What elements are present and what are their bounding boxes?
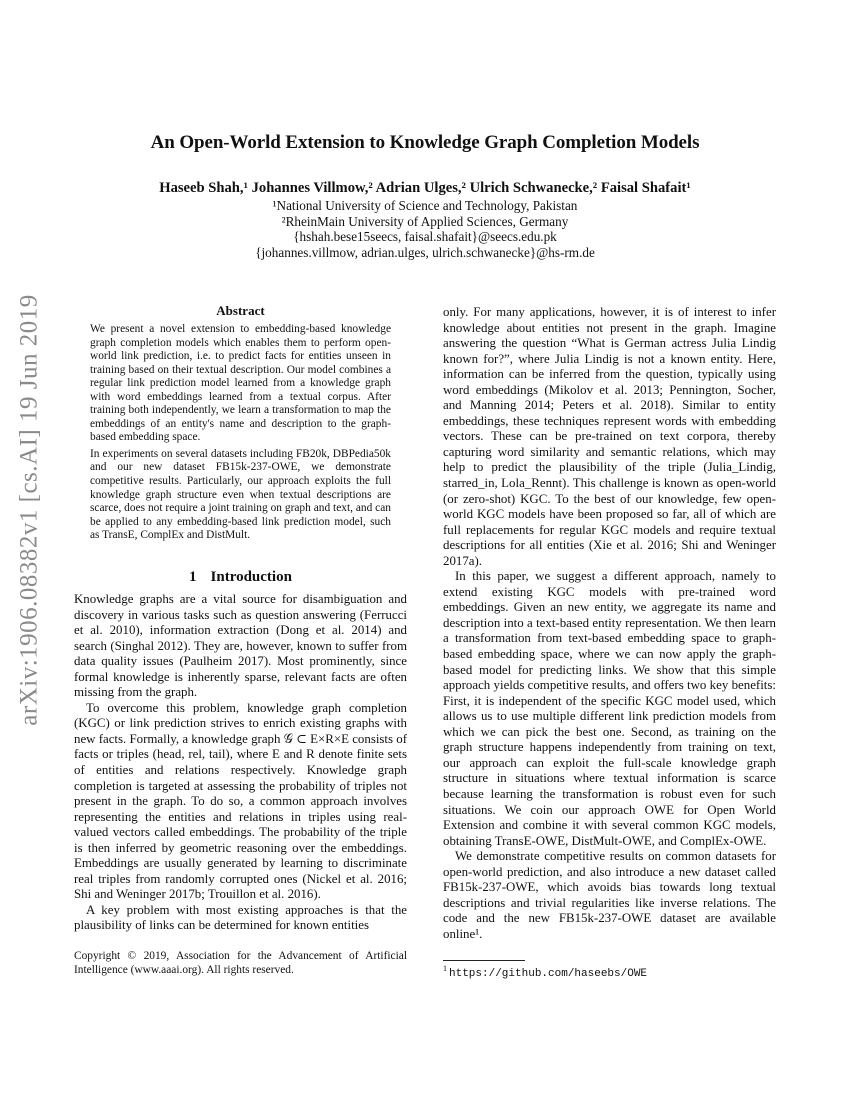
- footnote-link[interactable]: https://github.com/haseebs/OWE: [449, 967, 648, 980]
- email-line-1: {hshah.bese15seecs, faisal.shafait}@seecs.edu.pk: [293, 229, 557, 245]
- body-paragraph: A key problem with most existing approaches is that the plausibility of links can be determined for known entities: [74, 902, 407, 933]
- introduction-text: [74, 592, 407, 944]
- paper-title: An Open-World Extension to Knowledge Graph Completion Models: [150, 132, 700, 153]
- section-title: Introduction: [210, 569, 292, 585]
- body-paragraph: only. For many applications, however, it is of interest to infer knowledge about entities not present in the graph. Imagine answering the question “What is German actress Julia Lindig known for?”, where Julia Lindig is not a known entity. Here, information can be inferred from the question, typically using word embeddings (Mikolov et al. 2013; Pennington, Socher, and Manning 2014; Peters et al. 2018). Similar to entity embeddings, these techniques represent words with embedding vectors. These can be pre-trained on text corpora, thereby capturing word similarity and semantic relations, which may help to predict the plausibility of the triple (Julia_Lindig, starred_in, Lola_Rennt). This challenge is known as open-world (or zero-shot) KGC. To the best of our knowledge, few open-world KGC models have been proposed so far, all of which are full replacements for regular KGC models and require textual descriptions for all entities (Xie et al. 2016; Shi and Weninger 2017a).: [443, 305, 776, 568]
- arxiv-stamp: [2, 290, 58, 730]
- right-column-text: [443, 305, 776, 953]
- affiliation-2: ²RheinMain University of Applied Sciences, Germany: [281, 213, 569, 229]
- affiliations: [60, 198, 790, 260]
- abstract-paragraph: In experiments on several datasets including FB20k, DBPedia50k and our new dataset FB15k-237-OWE, we demonstrate competitive results. Particularly, our approach exploits the full knowledge graph structure even when textual descriptions are scarce, does not require a joint training on graph and text, and can be applied to any embedding-based link prediction model, such as TransE, ComplEx and DistMult.: [90, 447, 391, 542]
- footnote: [443, 964, 776, 980]
- body-paragraph: In this paper, we suggest a different approach, namely to extend existing KGC models with pre-trained word embeddings. Given an new entity, we aggregate its name and description into a text-based entity representation. We then learn a transformation from text-based embedding space to graph-based embedding space, where we can now apply the graph-based model for predicting links. We show that this simple approach yields competitive results, and offers two key benefits: First, it is independent of the specific KGC model used, which allows us to use multiple different link prediction models from which we can pick the best one. Second, as training on the graph structure happens independently from training on text, our approach can exploit the full-scale knowledge graph structure in situations where textual information is scarce because learning the transformation is robust even for such situations. We coin our approach OWE for Open World Extension and combine it with several common KGC models, obtaining TransE-OWE, DistMult-OWE, and ComplEx-OWE.: [443, 569, 776, 848]
- author-list: Haseeb Shah,¹ Johannes Villmow,² Adrian Ulges,² Ulrich Schwanecke,² Faisal Shafait¹: [159, 180, 691, 196]
- abstract-paragraph: We present a novel extension to embedding-based knowledge graph completion models which enables them to perform open-world link prediction, i.e. to predict facts for entities unseen in training based on their textual description. Our model combines a regular link prediction model learned from a knowledge graph with word embeddings learned from a textual corpus. After training both independently, we learn a transformation to map the embeddings of an entity's name and description to the graph-based embedding space.: [90, 323, 391, 444]
- footnote-rule: [443, 960, 525, 961]
- email-line-2: {johannes.villmow, adrian.ulges, ulrich.schwanecke}@hs-rm.de: [255, 244, 595, 260]
- section-number: 1: [189, 569, 197, 585]
- abstract: [90, 323, 391, 543]
- affiliation-1: ¹National University of Science and Technology, Pakistan: [272, 198, 578, 213]
- abstract-heading: Abstract: [216, 303, 265, 318]
- footnote-mark: 1: [443, 964, 447, 973]
- arxiv-identifier: arXiv:1906.08382v1 [cs.AI] 19 Jun 2019: [16, 294, 44, 726]
- body-paragraph: Knowledge graphs are a vital source for disambiguation and discovery in various tasks such as question answering (Ferrucci et al. 2010), information extraction (Dong et al. 2014) and search (Singhal 2012). They are, however, known to suffer from data quality issues (Paulheim 2017). Most prominently, since formal knowledge is inherently sparse, relevant facts are often missing from the graph.: [74, 592, 407, 700]
- section-heading-introduction: [74, 569, 407, 586]
- body-paragraph: To overcome this problem, knowledge graph completion (KGC) or link prediction strives to enrich existing graphs with new facts. Formally, a knowledge graph 𝒢 ⊂ E×R×E consists of facts or triples (head, rel, tail), where E and R denote finite sets of entities and relations respectively. Knowledge graph completion is targeted at assessing the probability of triples not present in the graph. To do so, a common approach involves representing the entities and relations in triples using real-valued vectors called embeddings. The probability of the triple is then inferred by geometric reasoning over the embeddings. Embeddings are usually generated by learning to discriminate real triples from randomly corrupted ones (Nickel et al. 2016; Shi and Weninger 2017b; Trouillon et al. 2016).: [74, 700, 407, 902]
- body-paragraph: We demonstrate competitive results on common datasets for open-world prediction, and also introduce a new dataset called FB15k-237-OWE, which avoids bias towards long textual descriptions and trivial regularities like inverse relations. The code and the new FB15k-237-OWE dataset are available online¹.: [443, 849, 776, 941]
- copyright-notice: Copyright © 2019, Association for the Advancement of Artificial Intelligence (www.aaai.org). All rights reserved.: [74, 950, 407, 976]
